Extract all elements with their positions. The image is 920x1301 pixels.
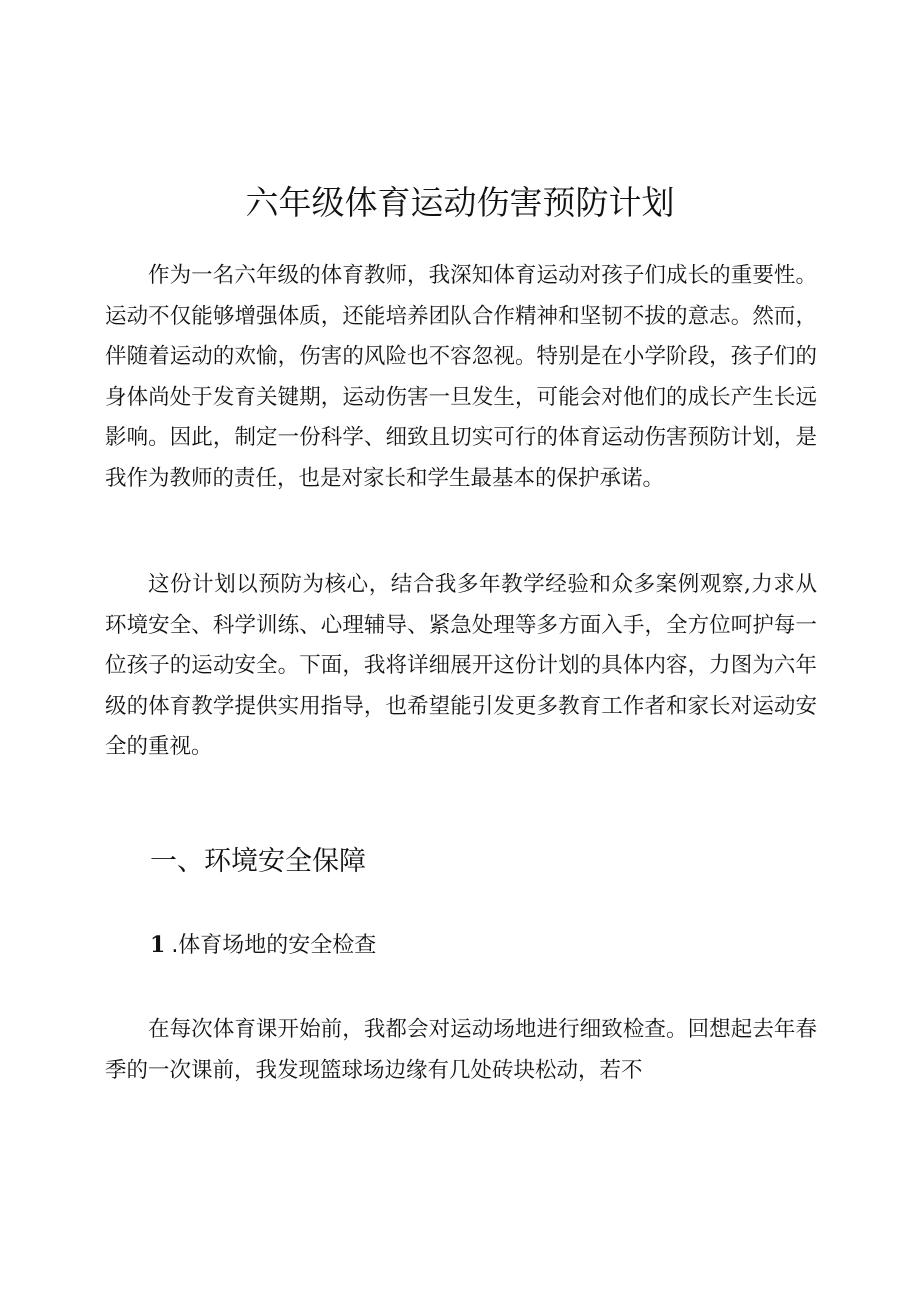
paragraph-plan-overview: 这份计划以预防为核心，结合我多年教学经验和众多案例观察,力求从环境安全、科学训练、心理辅导、紧急处理等多方面入手，全方位呵护每一位孩子的运动安全。下面，我将详细展开这份计划的具体内容，力图为六年级的体育教学提供实用指导，也希望能引发更多教育工作者和家长对运动安全的重视。: [105, 572, 817, 759]
paragraph-site-check: 在每次体育课开始前，我都会对运动场地进行细致检查。回想起去年春季的一次课前，我发现篮球场边缘有几处砖块松动，若不: [105, 1017, 817, 1083]
document-title: 六年级体育运动伤害预防计划: [245, 183, 675, 222]
subsection-heading: [150, 927, 376, 964]
subsection-number: 1: [150, 932, 166, 958]
subsection-title: .体育场地的安全检查: [171, 933, 377, 958]
paragraph-intro: 作为一名六年级的体育教师，我深知体育运动对孩子们成长的重要性。运动不仅能够增强体质，还能培养团队合作精神和坚韧不拔的意志。然而，伴随着运动的欢愉，伤害的风险也不容忽视。特别是在小学阶段，孩子们的身体尚处于发育关键期，运动伤害一旦发生，可能会对他们的成长产生长远影响。因此，制定一份科学、细致且切实可行的体育运动伤害预防计划，是我作为教师的责任，也是对家长和学生最基本的保护承诺。: [105, 263, 817, 491]
section-heading: 一、环境安全保障: [150, 846, 366, 877]
